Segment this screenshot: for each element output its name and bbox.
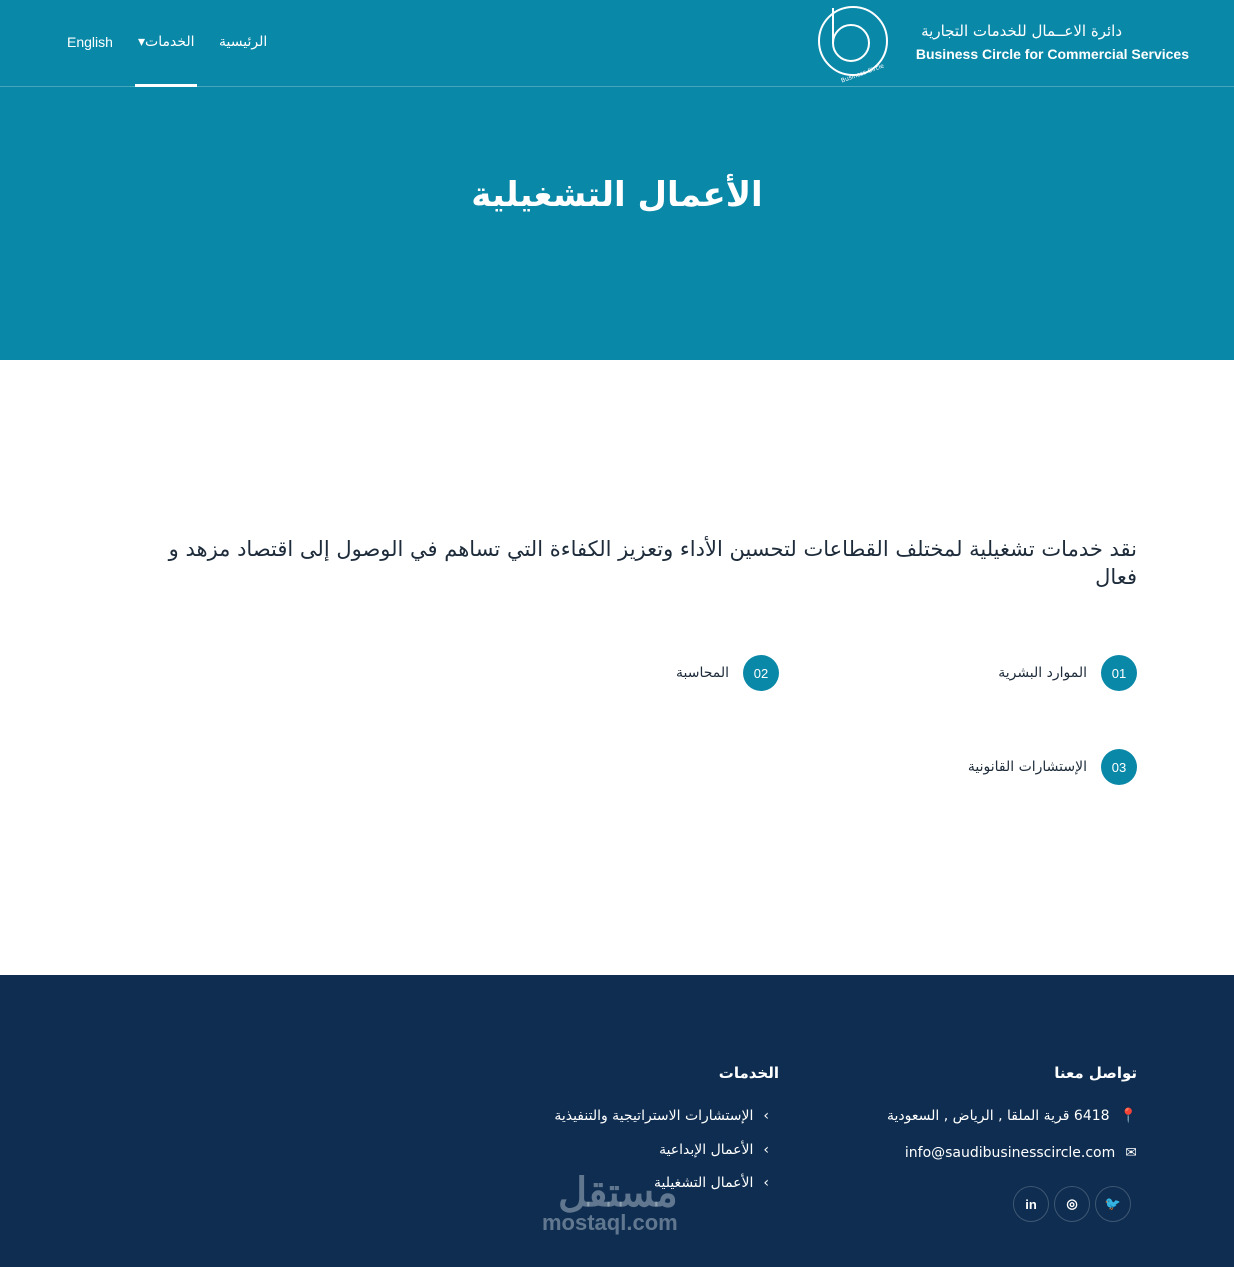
service-item-2[interactable] <box>676 655 779 691</box>
nav-services[interactable] <box>138 34 195 50</box>
contact-title: تواصل معنا <box>1054 1064 1137 1082</box>
service-number: 02 <box>743 655 779 691</box>
email-text[interactable]: info@saudibusinesscircle.com <box>904 1145 1116 1161</box>
twitter-icon[interactable]: 🐦 <box>1095 1186 1131 1222</box>
language-switch[interactable]: English <box>67 34 113 50</box>
chevron-left-icon: › <box>763 1175 769 1191</box>
location-pin-icon: 📍 <box>1119 1108 1137 1124</box>
service-label: الموارد البشرية <box>998 665 1087 681</box>
nav-services-label: الخدمات <box>145 34 195 50</box>
intro-text: نقد خدمات تشغيلية لمختلف القطاعات لتحسين الأداء وتعزيز الكفاءة التي تساهم في الوصول إلى اقتصاد مزهد و فعال <box>168 537 1137 589</box>
link-label: الأعمال الإبداعية <box>659 1142 754 1158</box>
footer-service-link-2[interactable] <box>659 1142 769 1158</box>
chevron-left-icon: › <box>763 1142 769 1158</box>
address-text: 6418 قرية الملقا , الرياض , السعودية <box>887 1108 1110 1124</box>
brand-name-en: Business Circle for Commercial Services <box>915 46 1189 62</box>
instagram-icon[interactable]: ◎ <box>1054 1186 1090 1222</box>
linkedin-icon[interactable]: in <box>1013 1186 1049 1222</box>
watermark <box>542 1170 678 1236</box>
logo-subtext: Business Circle <box>840 62 886 85</box>
footer-service-link-1[interactable] <box>554 1108 769 1124</box>
service-item-3[interactable] <box>968 749 1137 785</box>
active-nav-indicator <box>135 84 197 87</box>
link-label: الإستشارات الاستراتيجية والتنفيذية <box>554 1108 754 1124</box>
service-label: المحاسبة <box>675 665 729 681</box>
services-title: الخدمات <box>718 1064 779 1082</box>
watermark-ar: مستقل <box>557 1171 678 1215</box>
watermark-en: mostaql.com <box>542 1210 678 1235</box>
address-row <box>887 1108 1137 1124</box>
chevron-left-icon: › <box>763 1108 769 1124</box>
navbar <box>0 0 1234 87</box>
service-label: الإستشارات القانونية <box>967 759 1087 775</box>
brand-name-ar: دائرة الاعــمال للخدمات التجارية <box>921 22 1122 40</box>
link-label: الأعمال التشغيلية <box>653 1175 754 1191</box>
service-item-1[interactable] <box>998 655 1137 691</box>
service-number: 01 <box>1101 655 1137 691</box>
nav-home[interactable]: الرئيسية <box>219 34 268 50</box>
page-header <box>0 0 1234 360</box>
email-row[interactable] <box>905 1145 1137 1161</box>
logo-b-icon <box>832 24 870 62</box>
page-title: الأعمال التشغيلية <box>471 175 763 215</box>
envelope-icon: ✉ <box>1125 1145 1137 1161</box>
caret-down-icon: ▾ <box>138 34 146 50</box>
service-number: 03 <box>1101 749 1137 785</box>
